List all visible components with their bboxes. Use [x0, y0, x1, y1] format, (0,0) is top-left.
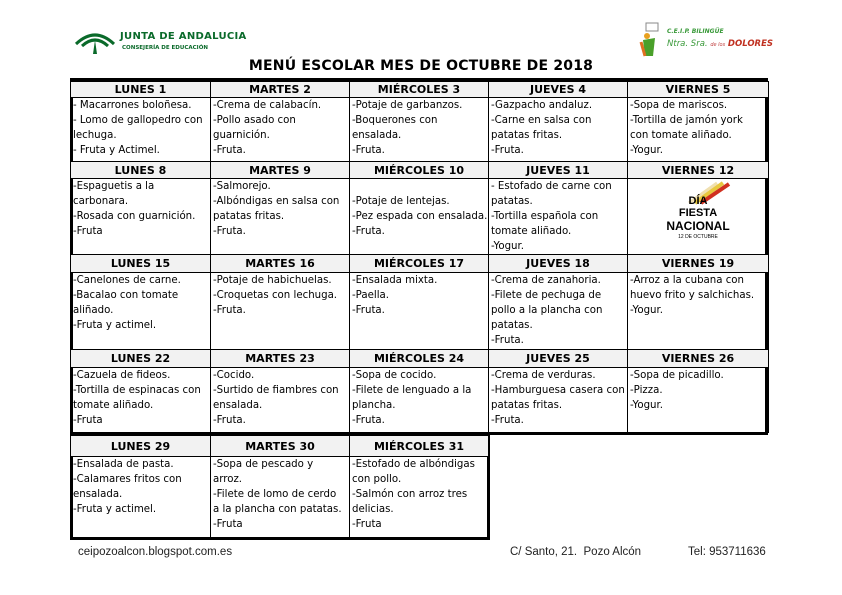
day-header: MIÉRCOLES 10 [349, 161, 489, 179]
menu-item: huevo frito y salchichas. [630, 290, 755, 301]
school-name-b: de los [710, 42, 726, 48]
menu-item: -Fruta. [491, 335, 524, 346]
menu-item: -Pez espada con ensalada. [352, 211, 488, 222]
menu-item: -Pollo asado con [213, 115, 296, 126]
day-menu [210, 97, 350, 162]
day-header: JUEVES 11 [488, 161, 628, 179]
day-menu [70, 178, 211, 255]
menu-item: - Macarrones boloñesa. [73, 100, 192, 111]
day-menu [488, 367, 628, 433]
day-menu [349, 456, 489, 539]
menu-item: -Sopa de pescado y [213, 459, 314, 470]
menu-item: -Salmorejo. [213, 181, 271, 192]
menu-item: plancha. [352, 400, 396, 411]
junta-subtitle: CONSEJERÍA DE EDUCACIÓN [122, 45, 208, 51]
menu-item: -Cocido. [213, 370, 255, 381]
menu-item: -Croquetas con lechuga. [213, 290, 338, 301]
menu-item: -Fruta. [213, 145, 246, 156]
holiday-line1: DÍA [688, 194, 708, 207]
day-menu [70, 272, 211, 350]
day-menu [488, 97, 628, 162]
day-header: MARTES 9 [210, 161, 350, 179]
day-menu [488, 272, 628, 350]
menu-item: -Fruta. [491, 415, 524, 426]
menu-item: -Fruta [213, 519, 243, 530]
day-header: VIERNES 26 [627, 349, 769, 368]
junta-arch-icon [74, 28, 116, 54]
menu-item: pollo a la plancha con [491, 305, 603, 316]
menu-item: ensalada. [352, 130, 402, 141]
school-figure-icon [637, 22, 667, 58]
day-header: LUNES 29 [70, 435, 211, 457]
menu-item: -Fruta. [213, 226, 246, 237]
day-menu [70, 97, 211, 162]
menu-item: -Surtido de fiambres con [213, 385, 339, 396]
day-header: MARTES 30 [210, 435, 350, 457]
menu-item: -Rosada con guarnición. [73, 211, 196, 222]
menu-item: -Potaje de habichuelas. [213, 275, 332, 286]
holiday-line3: NACIONAL [666, 218, 730, 233]
day-menu [488, 178, 628, 255]
menu-item: -Espaguetis a la [73, 181, 155, 192]
day-header: LUNES 1 [70, 81, 211, 98]
menu-item: -Potaje de garbanzos. [352, 100, 463, 111]
menu-item: -Bacalao con tomate [73, 290, 179, 301]
day-header: MARTES 16 [210, 254, 350, 273]
menu-item: -Yogur. [630, 145, 663, 156]
menu-item: -Hamburguesa casera con [491, 385, 625, 396]
menu-item: -Potaje de lentejas. [352, 196, 450, 207]
menu-item: -Sopa de picadillo. [630, 370, 724, 381]
junta-andalucia-logo [74, 28, 247, 56]
day-header: MIÉRCOLES 17 [349, 254, 489, 273]
day-header: LUNES 15 [70, 254, 211, 273]
day-header: JUEVES 25 [488, 349, 628, 368]
menu-item: -Albóndigas en salsa con [213, 196, 340, 207]
menu-item: tomate aliñado. [73, 400, 154, 411]
footer-phone: Tel: 953711636 [688, 546, 766, 558]
junta-title: JUNTA DE ANDALUCIA [120, 31, 247, 42]
day-header: JUEVES 18 [488, 254, 628, 273]
menu-item: -Ensalada mixta. [352, 275, 438, 286]
day-menu [349, 178, 489, 255]
day-header: JUEVES 4 [488, 81, 628, 98]
menu-item: con pollo. [352, 474, 402, 485]
menu-item: -Crema de verduras. [491, 370, 596, 381]
menu-item: -Cazuela de fideos. [73, 370, 171, 381]
menu-item: -Tortilla de espinacas con [73, 385, 201, 396]
menu-item: -Fruta [73, 226, 103, 237]
menu-item: carbonara. [73, 196, 129, 207]
menu-item: -Filete de pechuga de [491, 290, 602, 301]
page-title: MENÚ ESCOLAR MES DE OCTUBRE DE 2018 [248, 58, 594, 74]
menu-item: lechuga. [73, 130, 117, 141]
menu-item: guarnición. [213, 130, 270, 141]
menu-item: -Tortilla española con [491, 211, 599, 222]
menu-item: -Fruta. [352, 305, 385, 316]
day-menu [70, 456, 211, 539]
menu-item: -Filete de lomo de cerdo [213, 489, 337, 500]
day-header: MIÉRCOLES 31 [349, 435, 489, 457]
menu-item: -Fruta. [352, 145, 385, 156]
menu-item: -Fruta [73, 415, 103, 426]
menu-item: a la plancha con patatas. [213, 504, 342, 515]
menu-item: patatas. [491, 196, 533, 207]
menu-item: -Yogur. [491, 241, 524, 252]
day-menu [627, 367, 769, 433]
day-header: VIERNES 12 [627, 161, 769, 179]
day-menu [210, 456, 350, 539]
day-header: LUNES 8 [70, 161, 211, 179]
holiday-line2: FIESTA [678, 206, 718, 219]
menu-item: -Salmón con arroz tres [352, 489, 468, 500]
day-menu [210, 367, 350, 433]
menu-item: -Filete de lenguado a la [352, 385, 472, 396]
menu-item: -Carne en salsa con [491, 115, 592, 126]
menu-item: -Yogur. [630, 305, 663, 316]
day-menu [210, 178, 350, 255]
holiday-line4: 12 DE OCTUBRE [678, 233, 718, 240]
menu-item: arroz. [213, 474, 243, 485]
day-header: VIERNES 5 [627, 81, 769, 98]
menu-item: patatas. [491, 320, 533, 331]
menu-item: patatas fritas. [213, 211, 285, 222]
menu-item: -Fruta. [213, 415, 246, 426]
menu-item: patatas fritas. [491, 400, 563, 411]
menu-item: -Fruta [352, 519, 382, 530]
school-logo-line2 [667, 39, 773, 51]
day-menu [349, 97, 489, 162]
menu-item: -Fruta. [352, 415, 385, 426]
school-logo [637, 22, 777, 62]
menu-item: - Lomo de gallopedro con [73, 115, 203, 126]
menu-item: -Boquerones con [352, 115, 438, 126]
menu-item: -Ensalada de pasta. [73, 459, 174, 470]
menu-item: -Sopa de mariscos. [630, 100, 728, 111]
day-header: LUNES 22 [70, 349, 211, 368]
day-header: MARTES 2 [210, 81, 350, 98]
school-logo-line1: C.E.I.P. BILINGÜE [667, 28, 724, 35]
school-name-a: Ntra. Sra. [667, 39, 708, 49]
menu-item: -Paella. [352, 290, 390, 301]
day-header: MARTES 23 [210, 349, 350, 368]
school-name-c: DOLORES [727, 39, 774, 49]
day-header: MIÉRCOLES 3 [349, 81, 489, 98]
day-menu [349, 272, 489, 350]
menu-item: -Fruta. [213, 305, 246, 316]
day-menu [349, 367, 489, 433]
menu-item: -Arroz a la cubana con [630, 275, 745, 286]
menu-item: tomate aliñado. [491, 226, 572, 237]
day-header: VIERNES 19 [627, 254, 769, 273]
menu-item: ensalada. [73, 489, 123, 500]
footer-address: C/ Santo, 21. Pozo Alcón [510, 546, 642, 558]
menu-item: con tomate aliñado. [630, 130, 732, 141]
menu-item: ensalada. [213, 400, 263, 411]
menu-item: - Estofado de carne con [491, 181, 612, 192]
menu-item: -Pizza. [630, 385, 663, 396]
day-menu [627, 97, 769, 162]
menu-item: -Crema de zanahoria. [491, 275, 601, 286]
day-header: MIÉRCOLES 24 [349, 349, 489, 368]
menu-item: -Estofado de albóndigas [352, 459, 475, 470]
menu-item: -Fruta. [491, 145, 524, 156]
menu-item: -Calamares fritos con [73, 474, 182, 485]
menu-item: -Sopa de cocido. [352, 370, 437, 381]
day-menu [627, 272, 769, 350]
footer-website: ceipozoalcon.blogspot.com.es [78, 546, 233, 558]
menu-item: -Fruta y actimel. [73, 320, 157, 331]
menu-item: aliñado. [73, 305, 114, 316]
menu-item: delicias. [352, 504, 394, 515]
menu-item: -Canelones de carne. [73, 275, 181, 286]
fiesta-nacional-image [627, 178, 769, 255]
menu-item: - Fruta y Actimel. [73, 145, 160, 156]
menu-item: -Crema de calabacín. [213, 100, 322, 111]
menu-item: -Gazpacho andaluz. [491, 100, 593, 111]
fiesta-nacional-logo [653, 181, 743, 253]
menu-item: -Tortilla de jamón york [630, 115, 743, 126]
menu-item: -Fruta. [352, 226, 385, 237]
menu-item: patatas fritas. [491, 130, 563, 141]
menu-item: -Yogur. [630, 400, 663, 411]
day-menu [210, 272, 350, 350]
day-menu [70, 367, 211, 433]
menu-item: -Fruta y actimel. [73, 504, 157, 515]
